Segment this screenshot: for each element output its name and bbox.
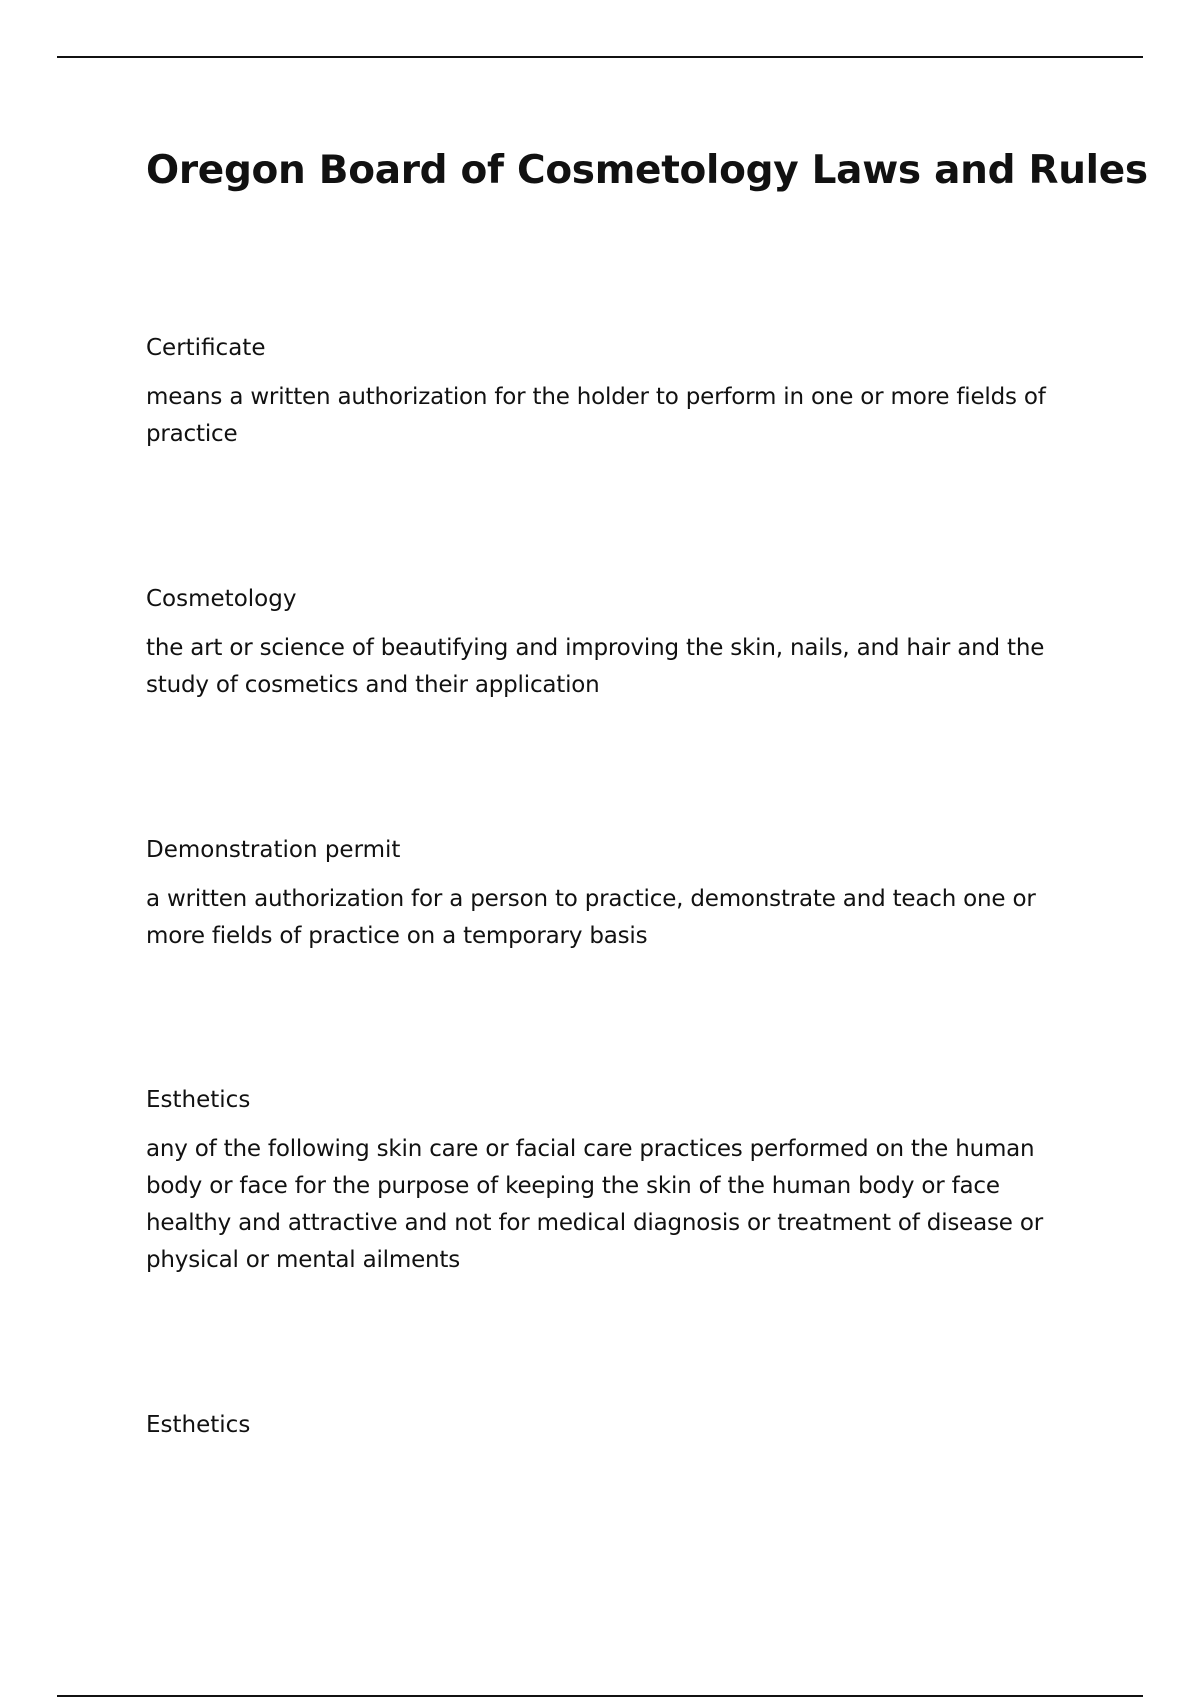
- flashcard-entry: [146, 835, 1086, 955]
- term: Esthetics: [146, 1087, 251, 1113]
- flashcard-entry: [146, 333, 1086, 453]
- page-title: Oregon Board of Cosmetology Laws and Rules: [146, 148, 1148, 193]
- term: Esthetics: [146, 1412, 251, 1438]
- top-divider: [57, 56, 1143, 58]
- definition: any of the following skin care or facial care practices performed on the human body or face for the purpose of keeping the skin of the human body or face healthy and attractive and not for medical diagnosis or treatment of disease or physical or mental ailments: [146, 1136, 1044, 1273]
- term: Demonstration permit: [146, 837, 401, 863]
- definition: a written authorization for a person to practice, demonstrate and teach one or more fields of practice on a temporary basis: [146, 886, 1036, 949]
- term: Certificate: [146, 335, 266, 361]
- definition: the art or science of beautifying and improving the skin, nails, and hair and the study of cosmetics and their application: [146, 635, 1045, 698]
- definition: means a written authorization for the holder to perform in one or more fields of practice: [146, 384, 1046, 447]
- flashcard-entry: [146, 1085, 1086, 1279]
- term: Cosmetology: [146, 586, 297, 612]
- bottom-divider: [57, 1695, 1143, 1697]
- flashcard-entry: [146, 1410, 1086, 1456]
- flashcard-entry: [146, 584, 1086, 704]
